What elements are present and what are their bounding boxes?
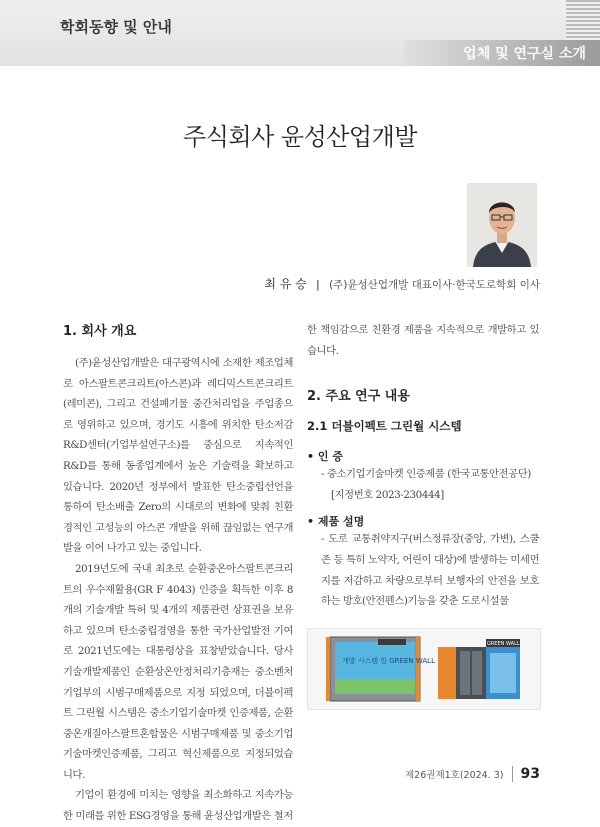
overview-paragraph-continued: 한 책임감으로 친환경 제품을 지속적으로 개발하고 있습니다. [307, 324, 539, 357]
overview-paragraph-1: (주)윤성산업개발은 대구광역시에 소재한 제조업체로 아스팔트콘크리트(아스콘)과 레디믹스트콘크리트(레미콘), 그리고 건설폐기물 중간처리업을 주업종으로 영위하고 있으며, 경기도 시흥에 위치한 탄소저감 R&D센터(기업부설연구소)를 중심으로 지속적인 R&D를 통해 동종업계에서 높은 기술력을 확보하고 있습니다. 2020년 정부에서 발표한 탄소중립선언을 통하여 탄소배출 Zero의 시대로의 변화에 맞춰 친환경적인 고성능의 아스콘 개발을 위해 끊임없는 연구개발을 이어 나가고 있는 중입니다. [63, 357, 293, 555]
article-title: 주식회사 윤성산업개발 [183, 123, 417, 151]
footer-divider [512, 766, 513, 782]
author-separator: | [316, 279, 320, 291]
issue-label: 제26권제1호(2024. 3) [405, 770, 504, 781]
section-heading-research: 2. 주요 연구 내용 [307, 389, 410, 405]
page-footer [0, 766, 540, 782]
author-photo [467, 183, 537, 267]
sign-text: 개발 시스템 일 GREEN WALL [342, 657, 435, 665]
author-portrait-image [467, 183, 537, 267]
product-description-heading: • 제품 설명 [307, 515, 365, 529]
author-name: 최 유 승 [264, 277, 307, 291]
greenwall-product-illustration [308, 629, 540, 709]
certification-line-1: - 중소기업기술마켓 인증제품 (한국교통안전공단) [321, 468, 531, 481]
certification-line-2: [지정번호 2023-230444] [331, 488, 444, 501]
section-heading-overview: 1. 회사 개요 [63, 324, 137, 339]
author-line [264, 275, 540, 292]
right-column [307, 320, 539, 612]
subsection-heading-greenwall: 2.1 더블이펙트 그린월 시스템 [307, 419, 462, 434]
page-number: 93 [520, 766, 540, 782]
author-affiliation: (주)윤성산업개발 대표이사·한국도로학회 이사 [329, 279, 540, 291]
left-column [63, 320, 293, 827]
brand-text: GREEN WALL [487, 641, 520, 647]
overview-paragraph-2: 2019년도에 국내 최초로 순환중온아스팔트콘크리트의 우수재활용(GR F 4043) 인증을 획득한 이후 8개의 기술개발 특허 및 4개의 제품관련 상표권을 보유하고 있으며 탄소중립경영을 통한 국가산업발전 기여로 2021년도에는 대통령상을 표창받았습니다. 당사 기술개발제품인 순환상온안정처리기층재는 중소벤처기업부의 시범구매제품으로 지정 되었으며, 더블이펙트 그린월 시스템은 중소기업기술마켓 인증제품, 순환중온개질아스팔트혼합물은 시범구매제품 및 중소기업기술마켓인증제품, 그리고 혁신제품으로 지정되었습니다. [63, 562, 293, 781]
section-title: 학회동향 및 안내 [60, 18, 172, 36]
product-image [307, 628, 541, 710]
product-description-text: - 도로 교통취약지구(버스정류장(중앙, 가변), 스쿨존 등 특히 노약자, 어린이 대상)에 발생하는 미세먼지를 저감하고 차량으로부터 보행자의 안전을 보호하는 방호(안전펜스)기능을 갖춘 도로시설물 [321, 533, 539, 608]
overview-paragraph-3: 기업이 환경에 미치는 영향을 최소화하고 지속가능한 미래를 위한 ESG경영을 통해 윤성산업개발은 철저 [63, 789, 293, 823]
header-stripes [566, 0, 600, 40]
subsection-title: 업체 및 연구실 소개 [463, 46, 586, 62]
certification-heading: • 인 증 [307, 450, 343, 464]
